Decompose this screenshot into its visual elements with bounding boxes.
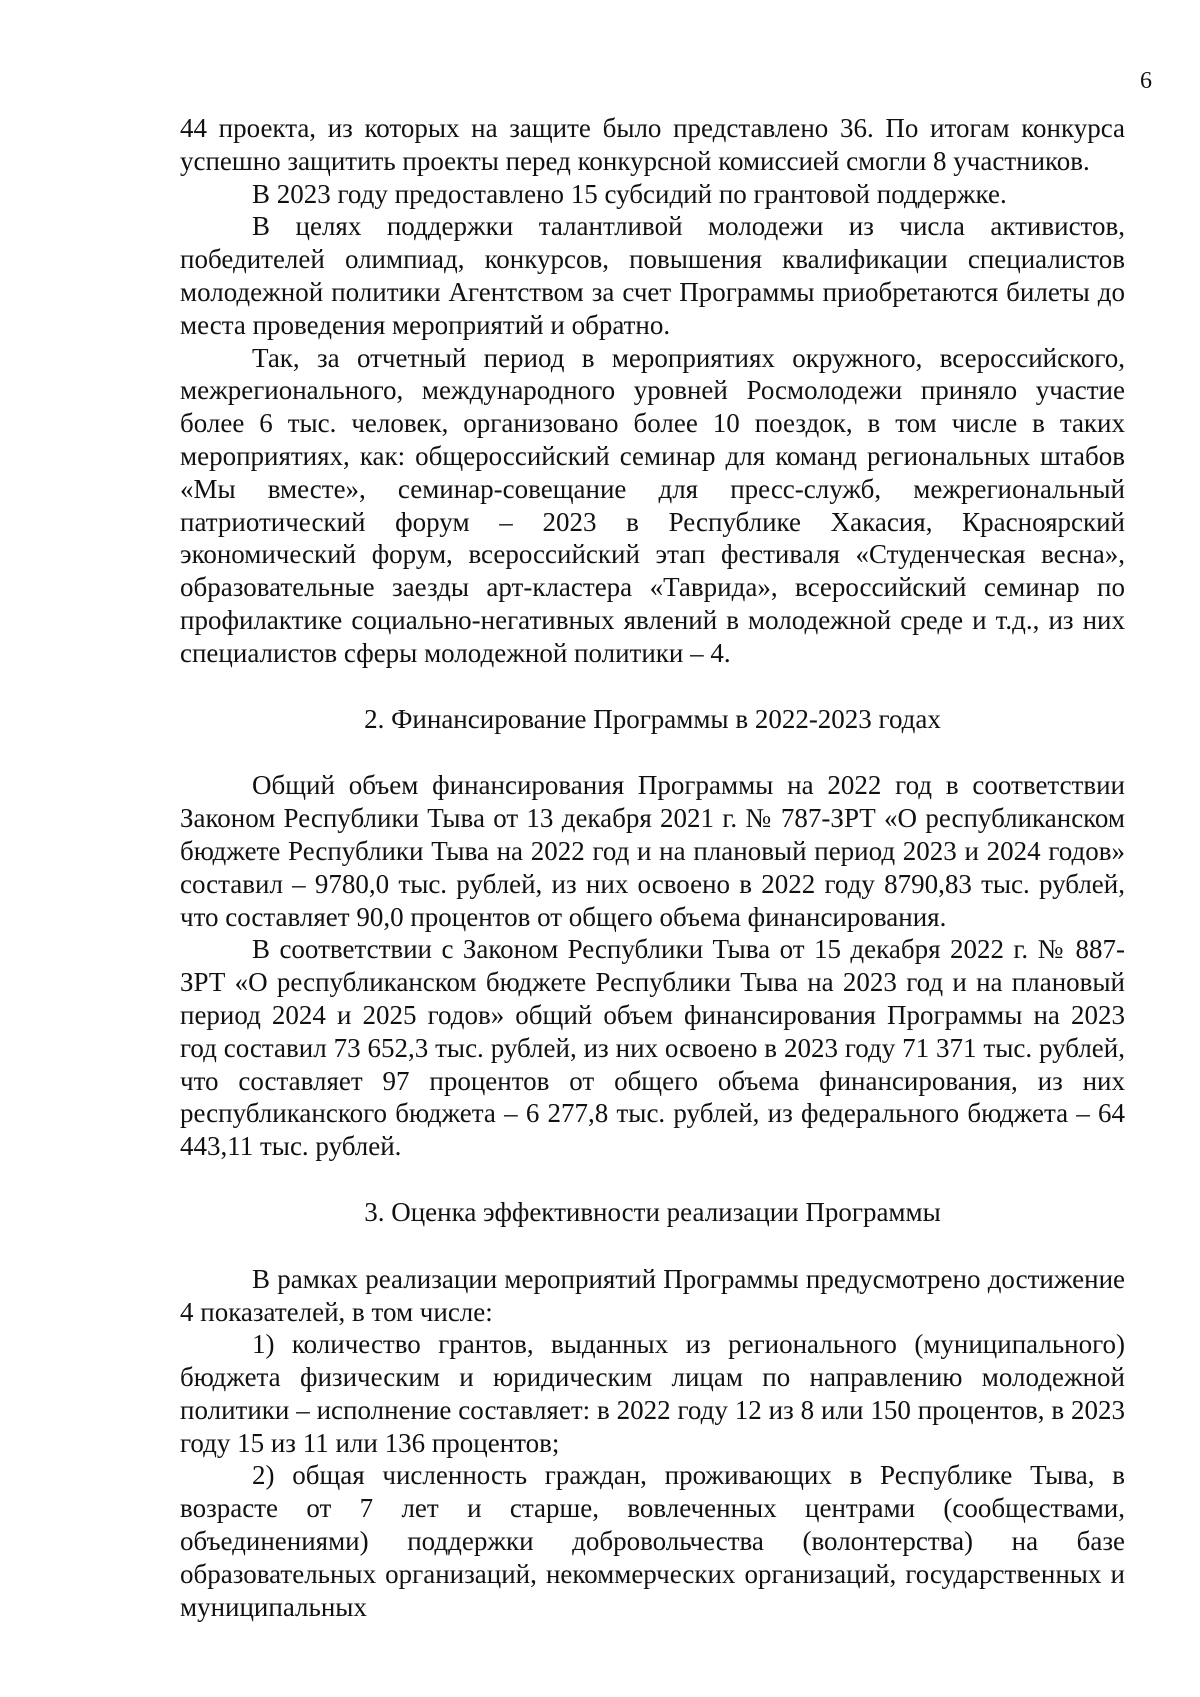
- paragraph-subsidies: В 2023 году предоставлено 15 субсидий по грантовой поддержке.: [252, 178, 1007, 209]
- page-number: 6: [1140, 68, 1152, 94]
- section-heading-efficiency: 3. Оценка эффективности реализации Программы: [364, 1196, 941, 1227]
- section-heading-financing: 2. Финансирование Программы в 2022-2023 годах: [364, 703, 941, 734]
- paragraph-financing-2022: Общий объем финансирования Программы на 2022 год в соответствии Законом Республики Тыва от 13 декабря 2021 г. № 787-ЗРТ «О республиканском бюджете Республики Тыва на 2022 год и на плановый период 2023 и 2024 годов» составил – 9780,0 тыс. рублей, из них освоено в 2022 году 8790,83 тыс. рублей, что составляет 90,0 процентов от общего объема финансирования.: [180, 770, 1125, 932]
- document-body: [180, 112, 1125, 1623]
- paragraph-indicator-1: 1) количество грантов, выданных из регионального (муниципального) бюджета физическим и юридическим лицам по направлению молодежной политики – исполнение составляет: в 2022 году 12 из 8 или 150 процентов, в 2023 году 15 из 11 или 136 процентов;: [180, 1329, 1125, 1458]
- paragraph-financing-2023: В соответствии с Законом Республики Тыва от 15 декабря 2022 г. № 887-ЗРТ «О республиканском бюджете Республики Тыва на 2023 год и на плановый период 2024 и 2025 годов» общий объем финансирования Программы на 2023 год составил 73 652,3 тыс. рублей, из них освоено в 2023 году 71 371 тыс. рублей, что составляет 97 процентов от общего объема финансирования, из них республиканского бюджета – 6 277,8 тыс. рублей, из федерального бюджета – 64 443,11 тыс. рублей.: [180, 934, 1125, 1162]
- paragraph-indicators-intro: В рамках реализации мероприятий Программы предусмотрено достижение 4 показателей, в том числе:: [180, 1263, 1125, 1327]
- paragraph-continuation: 44 проекта, из которых на защите было представлено 36. По итогам конкурса успешно защитить проекты перед конкурсной комиссией смогли 8 участников.: [180, 113, 1125, 176]
- paragraph-events: Так, за отчетный период в мероприятиях окружного, всероссийского, межрегионального, международного уровней Росмолодежи приняло участие более 6 тыс. человек, организовано более 10 поездок, в том числе в таких мероприятиях, как: общероссийский семинар для команд региональных штабов «Мы вместе», семинар-совещание для пресс-служб, межрегиональный патриотический форум – 2023 в Республике Хакасия, Красноярский экономический форум, всероссийский этап фестиваля «Студенческая весна», образовательные заезды арт-кластера «Таврида», всероссийский семинар по профилактике социально-негативных явлений в молодежной среде и т.д., из них специалистов сферы молодежной политики – 4.: [180, 342, 1125, 668]
- paragraph-indicator-2: 2) общая численность граждан, проживающих в Республике Тыва, в возрасте от 7 лет и старше, вовлеченных центрами (сообществами, объединениями) поддержки добровольчества (волонтерства) на базе образовательных организаций, некоммерческих организаций, государственных и муниципальных: [180, 1460, 1125, 1622]
- paragraph-talented-youth: В целях поддержки талантливой молодежи из числа активистов, победителей олимпиад, конкурсов, повышения квалификации специалистов молодежной политики Агентством за счет Программы приобретаются билеты до места проведения мероприятий и обратно.: [180, 211, 1125, 340]
